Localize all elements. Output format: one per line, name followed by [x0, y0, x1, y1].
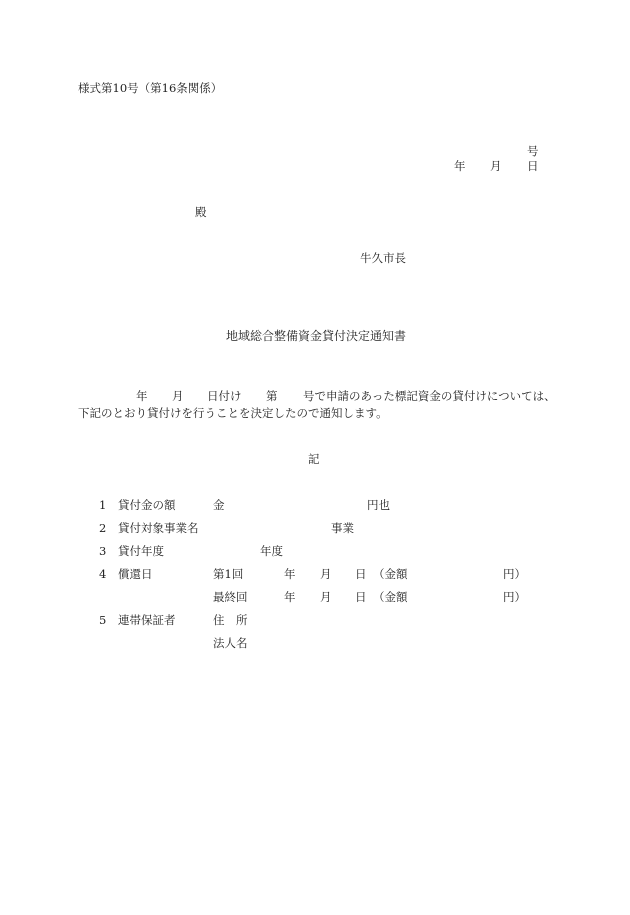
date-month: 月	[490, 159, 502, 173]
item-3-suffix: 年度	[260, 544, 283, 558]
item-1-label: 貸付金の額	[118, 498, 176, 512]
item-1-number: 1	[99, 498, 107, 512]
repayment-row-first-amount-close: 円）	[503, 567, 526, 581]
repayment-row-last-year: 年	[284, 590, 296, 604]
repayment-row-last-name: 最終回	[213, 590, 248, 604]
guarantor-corp-name-label: 法人名	[213, 636, 248, 650]
guarantor-address-label: 住 所	[213, 613, 248, 627]
body-year: 年	[136, 389, 148, 403]
repayment-row-last-amount-close: 円）	[503, 590, 526, 604]
item-4-label: 償還日	[118, 567, 153, 581]
addressee-suffix: 殿	[195, 205, 207, 219]
item-5-number: 5	[99, 613, 107, 627]
repayment-row-first-month: 月	[320, 567, 332, 581]
ki-heading: 記	[308, 452, 320, 466]
repayment-row-last-amount-open: （金額	[373, 590, 408, 604]
repayment-row-last-month: 月	[320, 590, 332, 604]
repayment-row-last-day: 日	[355, 590, 367, 604]
item-2-number: 2	[99, 521, 107, 535]
item-1-suffix: 円也	[367, 498, 390, 512]
item-4-number: 4	[99, 567, 107, 581]
date-year: 年	[454, 159, 466, 173]
repayment-row-first-day: 日	[355, 567, 367, 581]
body-no-prefix: 第	[266, 389, 278, 403]
body-month: 月	[172, 389, 184, 403]
body-line1-rest: 号で申請のあった標記資金の貸付けについては、	[303, 389, 556, 403]
document-number-suffix: 号	[527, 144, 539, 158]
item-2-label: 貸付対象事業名	[118, 521, 199, 535]
repayment-row-first-amount-open: （金額	[373, 567, 408, 581]
repayment-row-first-year: 年	[284, 567, 296, 581]
item-1-prefix: 金	[213, 498, 225, 512]
item-2-suffix: 事業	[331, 521, 354, 535]
body-line2: 下記のとおり貸付けを行うことを決定したので通知します。	[78, 406, 388, 420]
item-5-label: 連帯保証者	[118, 613, 176, 627]
form-label: 様式第10号（第16条関係）	[78, 81, 223, 95]
repayment-row-first-name: 第1回	[213, 567, 244, 581]
item-3-label: 貸付年度	[118, 544, 164, 558]
date-day: 日	[527, 159, 539, 173]
issuer-name: 牛久市長	[360, 251, 406, 265]
document-title: 地域総合整備資金貸付決定通知書	[226, 329, 407, 343]
item-3-number: 3	[99, 544, 107, 558]
body-dated: 日付け	[207, 389, 242, 403]
